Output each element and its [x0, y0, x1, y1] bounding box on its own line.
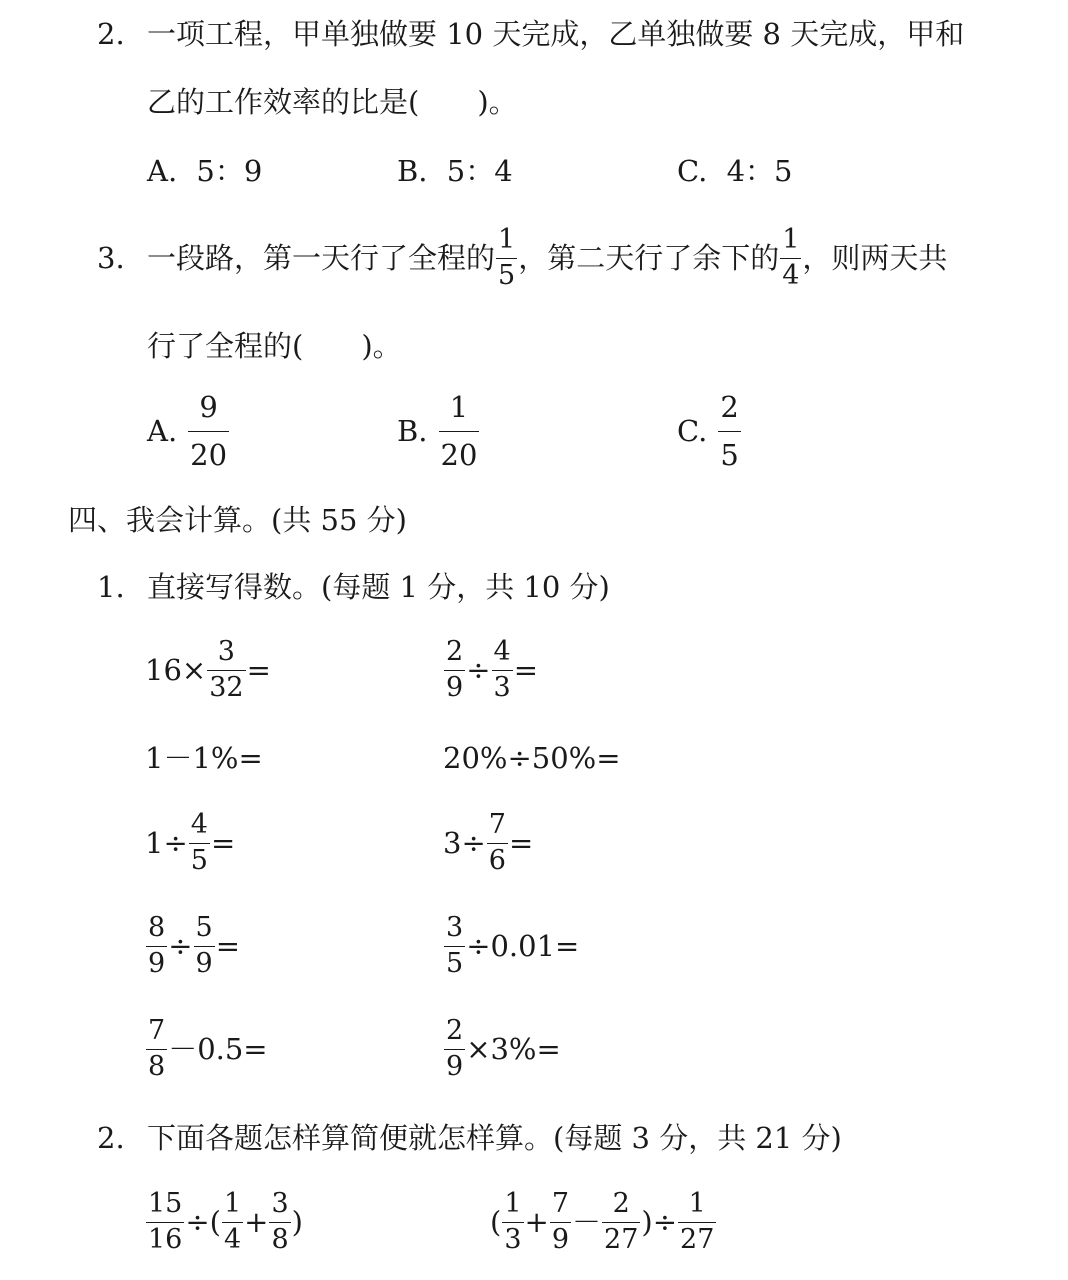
q2-option-b	[397, 154, 513, 188]
q3-text-line1	[147, 226, 947, 290]
expr-suffix: －0.5=	[168, 1031, 268, 1066]
fraction-denominator: 4	[223, 1223, 242, 1255]
calc-expression-6	[443, 808, 533, 878]
fraction-denominator: 5	[718, 431, 740, 470]
calc-expression-1	[145, 635, 271, 705]
fraction-denominator: 5	[446, 947, 464, 979]
q3-fraction-1	[496, 226, 517, 290]
fraction-numerator: 1	[223, 1188, 242, 1220]
expr-fraction-1	[146, 914, 167, 978]
expr-fraction	[444, 914, 465, 978]
calc-expression-5	[145, 808, 235, 878]
calc-expression-4: 20%÷50%=	[443, 741, 621, 775]
expr-fraction-1	[502, 1190, 523, 1254]
expr-prefix: 16×	[145, 652, 207, 687]
expr-equals: =	[210, 825, 236, 860]
expr-operator: ÷	[168, 928, 193, 963]
option-label: B.	[397, 413, 428, 448]
fraction-numerator: 1	[688, 1188, 706, 1220]
fraction-denominator: 27	[680, 1223, 715, 1255]
fraction-numerator: 3	[217, 636, 235, 668]
calc-expression-7	[145, 911, 240, 981]
q3-option-c	[677, 390, 742, 472]
calc-expression-3: 1－1%=	[145, 741, 263, 775]
fraction-denominator: 20	[439, 431, 480, 470]
fraction-numerator: 2	[612, 1188, 630, 1220]
fraction-numerator: 2	[446, 1015, 464, 1047]
expr-equals: =	[215, 928, 240, 963]
simplify-expression-1	[145, 1187, 303, 1257]
expr-fraction-1	[146, 1190, 184, 1254]
expr-fraction-3	[602, 1190, 640, 1254]
expr-operator: ÷	[466, 652, 491, 687]
fraction-denominator: 9	[446, 671, 464, 703]
fraction-numerator: 2	[720, 390, 739, 425]
expr-operator: )÷	[641, 1204, 678, 1239]
fraction-denominator: 3	[493, 671, 511, 703]
expr-operator: ÷(	[185, 1204, 221, 1239]
option-label: C.	[677, 413, 708, 448]
q2-option-c	[677, 154, 793, 188]
section-4-heading: 四、我会计算。(共 55 分)	[68, 503, 407, 537]
fraction-denominator: 5	[498, 259, 516, 291]
simplify-expression-2	[490, 1187, 717, 1257]
option-label: A.	[147, 154, 178, 188]
fraction-denominator: 9	[446, 1050, 464, 1082]
fraction-numerator: 1	[498, 224, 516, 256]
expr-operator: +	[244, 1204, 269, 1239]
fraction-denominator: 5	[190, 844, 208, 876]
expr-fraction-2	[222, 1190, 243, 1254]
fraction-denominator: 9	[148, 947, 166, 979]
expr-prefix: 1÷	[145, 825, 188, 860]
q3-text-part-c: ，则两天共	[802, 240, 948, 275]
q3-number: 3.	[97, 241, 125, 275]
fraction-denominator: 8	[148, 1050, 166, 1082]
q3-option-b	[397, 390, 480, 472]
option-fraction	[439, 392, 480, 470]
option-value: 5：4	[446, 154, 513, 188]
fraction-numerator: 4	[190, 809, 208, 841]
q3-fraction-2	[780, 226, 801, 290]
option-label: B.	[397, 154, 428, 188]
expr-equals: =	[513, 652, 538, 687]
part2-number: 2.	[97, 1121, 125, 1155]
option-fraction	[718, 392, 740, 470]
expr-fraction	[444, 1017, 465, 1081]
expr-fraction	[207, 638, 245, 702]
fraction-denominator: 9	[195, 947, 213, 979]
q3-option-a	[147, 390, 230, 472]
expr-open-paren: (	[490, 1204, 502, 1239]
fraction-numerator: 7	[488, 809, 506, 841]
fraction-numerator: 7	[551, 1188, 570, 1220]
expr-fraction-2	[492, 638, 513, 702]
option-value: 4：5	[726, 154, 793, 188]
fraction-numerator: 9	[199, 390, 218, 425]
calc-expression-8	[443, 911, 579, 981]
fraction-denominator: 3	[504, 1223, 522, 1255]
expr-fraction-3	[269, 1190, 290, 1254]
fraction-numerator: 7	[148, 1015, 166, 1047]
expr-fraction	[487, 811, 508, 875]
q3-text-line2: 行了全程的( )。	[147, 329, 402, 363]
q2-number: 2.	[97, 17, 125, 51]
part1-title: 直接写得数。(每题 1 分，共 10 分)	[147, 570, 610, 604]
calc-expression-10	[443, 1014, 561, 1084]
q2-text-line2: 乙的工作效率的比是( )。	[147, 85, 518, 119]
part2-title: 下面各题怎样算简便就怎样算。(每题 3 分，共 21 分)	[147, 1121, 842, 1155]
expr-fraction	[146, 1017, 167, 1081]
fraction-numerator: 8	[148, 912, 166, 944]
fraction-numerator: 15	[148, 1188, 183, 1220]
fraction-numerator: 5	[195, 912, 213, 944]
q2-option-a	[147, 154, 263, 188]
expr-prefix: 3÷	[443, 825, 486, 860]
expr-suffix: ÷0.01=	[466, 928, 580, 963]
q3-text-part-a: 一段路，第一天行了全程的	[147, 240, 496, 275]
expr-equals: =	[246, 652, 271, 687]
expr-fraction-4	[678, 1190, 716, 1254]
calc-expression-2	[443, 635, 538, 705]
option-label: C.	[677, 154, 708, 188]
fraction-numerator: 3	[446, 912, 464, 944]
expr-fraction-2	[550, 1190, 571, 1254]
expr-fraction	[189, 811, 210, 875]
fraction-denominator: 20	[188, 431, 229, 470]
expr-suffix: ×3%=	[466, 1031, 561, 1066]
expr-equals: =	[508, 825, 534, 860]
q3-text-part-b: ，第二天行了余下的	[518, 240, 780, 275]
fraction-denominator: 6	[488, 844, 506, 876]
fraction-numerator: 4	[493, 636, 511, 668]
expr-fraction-1	[444, 638, 465, 702]
fraction-numerator: 1	[449, 390, 469, 425]
fraction-denominator: 27	[604, 1223, 639, 1255]
fraction-numerator: 1	[782, 224, 800, 256]
part1-number: 1.	[97, 570, 125, 604]
option-label: A.	[147, 413, 178, 448]
expr-operator: －	[572, 1204, 602, 1239]
fraction-denominator: 9	[551, 1223, 570, 1255]
expr-operator: +	[524, 1204, 549, 1239]
q2-text-line1: 一项工程，甲单独做要 10 天完成，乙单独做要 8 天完成，甲和	[147, 17, 965, 51]
fraction-denominator: 32	[209, 671, 244, 703]
option-fraction	[188, 392, 229, 470]
fraction-denominator: 4	[782, 259, 800, 291]
fraction-denominator: 8	[271, 1223, 289, 1255]
fraction-numerator: 2	[446, 636, 464, 668]
calc-expression-9	[145, 1014, 268, 1084]
fraction-denominator: 16	[148, 1223, 183, 1255]
option-value: 5：9	[196, 154, 263, 188]
expr-fraction-2	[194, 914, 215, 978]
fraction-numerator: 1	[504, 1188, 522, 1220]
expr-close-paren: )	[291, 1204, 303, 1239]
fraction-numerator: 3	[271, 1188, 289, 1220]
